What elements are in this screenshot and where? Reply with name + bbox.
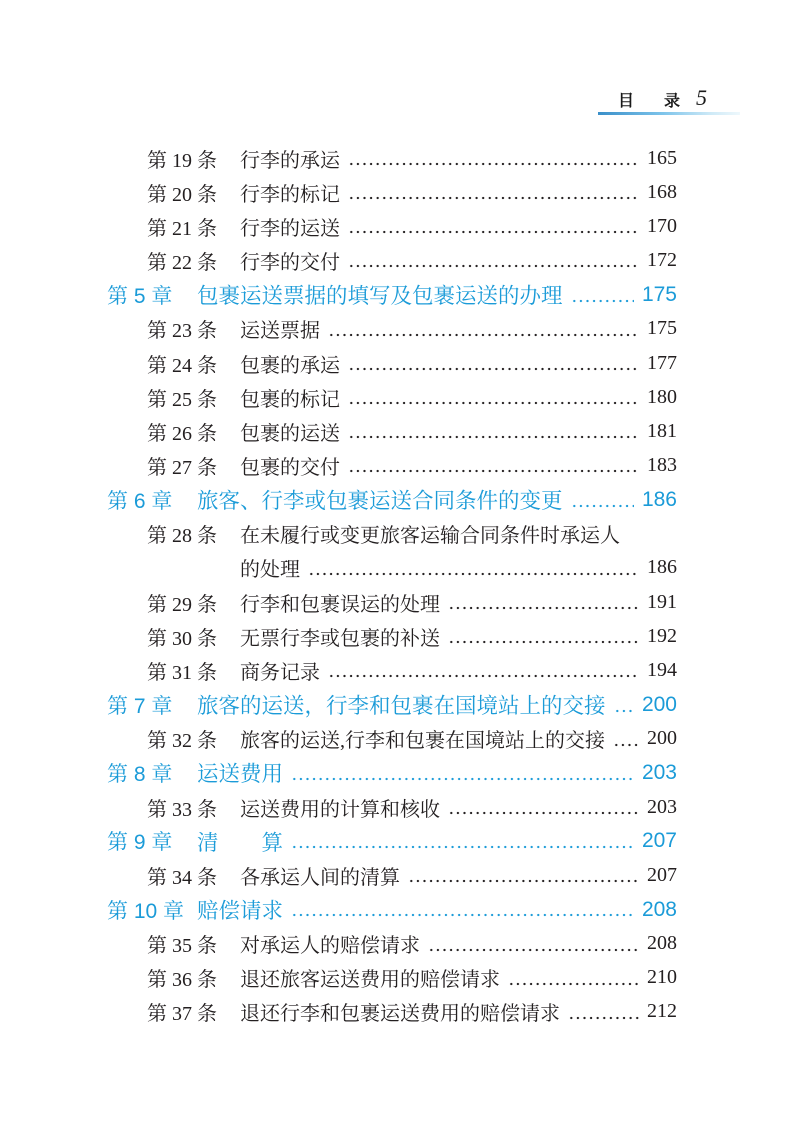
toc-article-row	[0, 858, 677, 892]
article-title: 行李的运送	[240, 217, 340, 240]
toc-article-row	[0, 790, 677, 824]
dot-leader	[291, 892, 634, 926]
article-number: 第 29 条	[147, 593, 217, 616]
toc-chapter-row	[0, 756, 677, 790]
page-number: 168	[647, 180, 677, 203]
page-number: 192	[647, 624, 677, 647]
page-number: 177	[647, 351, 677, 374]
article-number: 第 27 条	[147, 456, 217, 479]
toc-article-row-continued	[0, 551, 677, 585]
page-number: 194	[647, 658, 677, 681]
toc-chapter-row	[0, 688, 677, 722]
page-number: 212	[647, 1000, 677, 1023]
chapter-number: 第 7 章	[107, 694, 173, 718]
dot-leader	[448, 619, 639, 653]
header-title-char-2: 录	[664, 91, 681, 110]
dot-leader	[291, 824, 634, 858]
article-number: 第 23 条	[147, 320, 217, 343]
page-number: 165	[647, 146, 677, 169]
article-number: 第 20 条	[147, 183, 217, 206]
dot-leader	[348, 209, 639, 243]
toc-article-row	[0, 346, 677, 380]
chapter-title: 清 算	[197, 830, 284, 855]
article-number: 第 33 条	[147, 798, 217, 821]
table-of-contents	[0, 141, 800, 1029]
article-title: 退还旅客运送费用的赔偿请求	[240, 969, 500, 992]
page-number: 203	[647, 795, 677, 818]
chapter-title: 赔偿请求	[197, 899, 284, 924]
toc-chapter-row	[0, 892, 677, 926]
toc-article-row	[0, 209, 677, 243]
chapter-number: 第 9 章	[107, 831, 173, 855]
article-number: 第 22 条	[147, 252, 217, 275]
chapter-title: 包裹运送票据的填写及包裹运送的办理	[197, 284, 563, 309]
article-number: 第 35 条	[147, 935, 217, 958]
article-title: 行李和包裹误运的处理	[240, 593, 440, 616]
article-title: 包裹的承运	[240, 354, 340, 377]
article-title: 行李的交付	[240, 252, 340, 275]
article-title: 包裹的标记	[240, 388, 340, 411]
chapter-number: 第 6 章	[107, 489, 173, 513]
toc-article-row	[0, 312, 677, 346]
dot-leader	[328, 653, 639, 687]
toc-chapter-row	[0, 483, 677, 517]
toc-article-row	[0, 619, 677, 653]
page-number: 186	[641, 487, 677, 511]
toc-article-row	[0, 722, 677, 756]
chapter-title: 旅客的运送，行李和包裹在国境站上的交接	[197, 694, 606, 719]
dot-leader	[348, 175, 639, 209]
article-title: 旅客的运送,行李和包裹在国境站上的交接	[240, 730, 605, 753]
header-page-number: 5	[696, 85, 707, 110]
toc-article-row	[0, 448, 677, 482]
dot-leader	[408, 858, 639, 892]
article-number: 第 37 条	[147, 1003, 217, 1026]
page-number: 180	[647, 385, 677, 408]
article-title: 包裹的运送	[240, 422, 340, 445]
article-number: 第 19 条	[147, 149, 217, 172]
dot-leader	[328, 312, 639, 346]
toc-article-row	[0, 961, 677, 995]
page-number: 200	[647, 727, 677, 750]
toc-article-row	[0, 927, 677, 961]
toc-article-row	[0, 414, 677, 448]
chapter-number: 第 5 章	[107, 284, 173, 308]
page-number: 207	[641, 829, 677, 853]
article-number: 第 28 条	[147, 525, 217, 548]
article-number: 第 31 条	[147, 661, 217, 684]
header-title-char-1: 目	[618, 91, 635, 110]
article-title: 包裹的交付	[240, 456, 340, 479]
article-number: 第 30 条	[147, 627, 217, 650]
toc-article-row	[0, 585, 677, 619]
page-number: 207	[647, 863, 677, 886]
chapter-title: 旅客、行李或包裹运送合同条件的变更	[197, 489, 563, 514]
page-number: 208	[641, 897, 677, 921]
page-number: 210	[647, 966, 677, 989]
dot-leader	[348, 414, 639, 448]
toc-article-row	[0, 141, 677, 175]
article-title: 无票行李或包裹的补送	[240, 627, 440, 650]
page-number: 183	[647, 453, 677, 476]
article-title: 各承运人间的清算	[240, 866, 400, 889]
toc-chapter-row	[0, 824, 677, 858]
article-title: 退还行李和包裹运送费用的赔偿请求	[240, 1003, 560, 1026]
page-number: 175	[647, 317, 677, 340]
toc-article-row	[0, 653, 677, 687]
article-number: 第 21 条	[147, 217, 217, 240]
page-number: 181	[647, 419, 677, 442]
page-number: 191	[647, 590, 677, 613]
header-rule	[598, 112, 740, 115]
page-number: 175	[641, 282, 677, 306]
article-title: 在未履行或变更旅客运输合同条件时承运人	[240, 525, 620, 548]
article-title-continued: 的处理	[240, 559, 300, 582]
article-number: 第 25 条	[147, 388, 217, 411]
chapter-title: 运送费用	[197, 762, 284, 787]
dot-leader	[348, 243, 639, 277]
page-number: 203	[641, 760, 677, 784]
dot-leader	[568, 995, 639, 1029]
article-number: 第 26 条	[147, 422, 217, 445]
article-number: 第 32 条	[147, 730, 217, 753]
dot-leader	[428, 927, 639, 961]
running-header	[600, 86, 740, 112]
article-title: 运送票据	[240, 320, 320, 343]
article-title: 行李的标记	[240, 183, 340, 206]
dot-leader	[448, 585, 639, 619]
page-number: 200	[641, 692, 677, 716]
page-number: 170	[647, 214, 677, 237]
toc-article-row	[0, 380, 677, 414]
dot-leader	[291, 756, 634, 790]
toc-article-row	[0, 243, 677, 277]
dot-leader	[308, 551, 639, 585]
toc-article-row	[0, 517, 677, 551]
dot-leader	[348, 448, 639, 482]
article-number: 第 34 条	[147, 866, 217, 889]
toc-article-row	[0, 175, 677, 209]
dot-leader	[571, 483, 634, 517]
page-number: 186	[647, 556, 677, 579]
page-number: 208	[647, 932, 677, 955]
toc-chapter-row	[0, 278, 677, 312]
article-title: 商务记录	[240, 661, 320, 684]
dot-leader	[614, 688, 634, 722]
dot-leader	[571, 278, 634, 312]
dot-leader	[613, 722, 639, 756]
article-title: 对承运人的赔偿请求	[240, 935, 420, 958]
chapter-number: 第 10 章	[107, 899, 185, 923]
page-number: 172	[647, 249, 677, 272]
dot-leader	[348, 380, 639, 414]
toc-article-row	[0, 995, 677, 1029]
dot-leader	[448, 790, 639, 824]
dot-leader	[348, 346, 639, 380]
article-number: 第 24 条	[147, 354, 217, 377]
article-number: 第 36 条	[147, 969, 217, 992]
article-title: 运送费用的计算和核收	[240, 798, 440, 821]
dot-leader	[348, 141, 639, 175]
dot-leader	[508, 961, 639, 995]
chapter-number: 第 8 章	[107, 762, 173, 786]
article-title: 行李的承运	[240, 149, 340, 172]
